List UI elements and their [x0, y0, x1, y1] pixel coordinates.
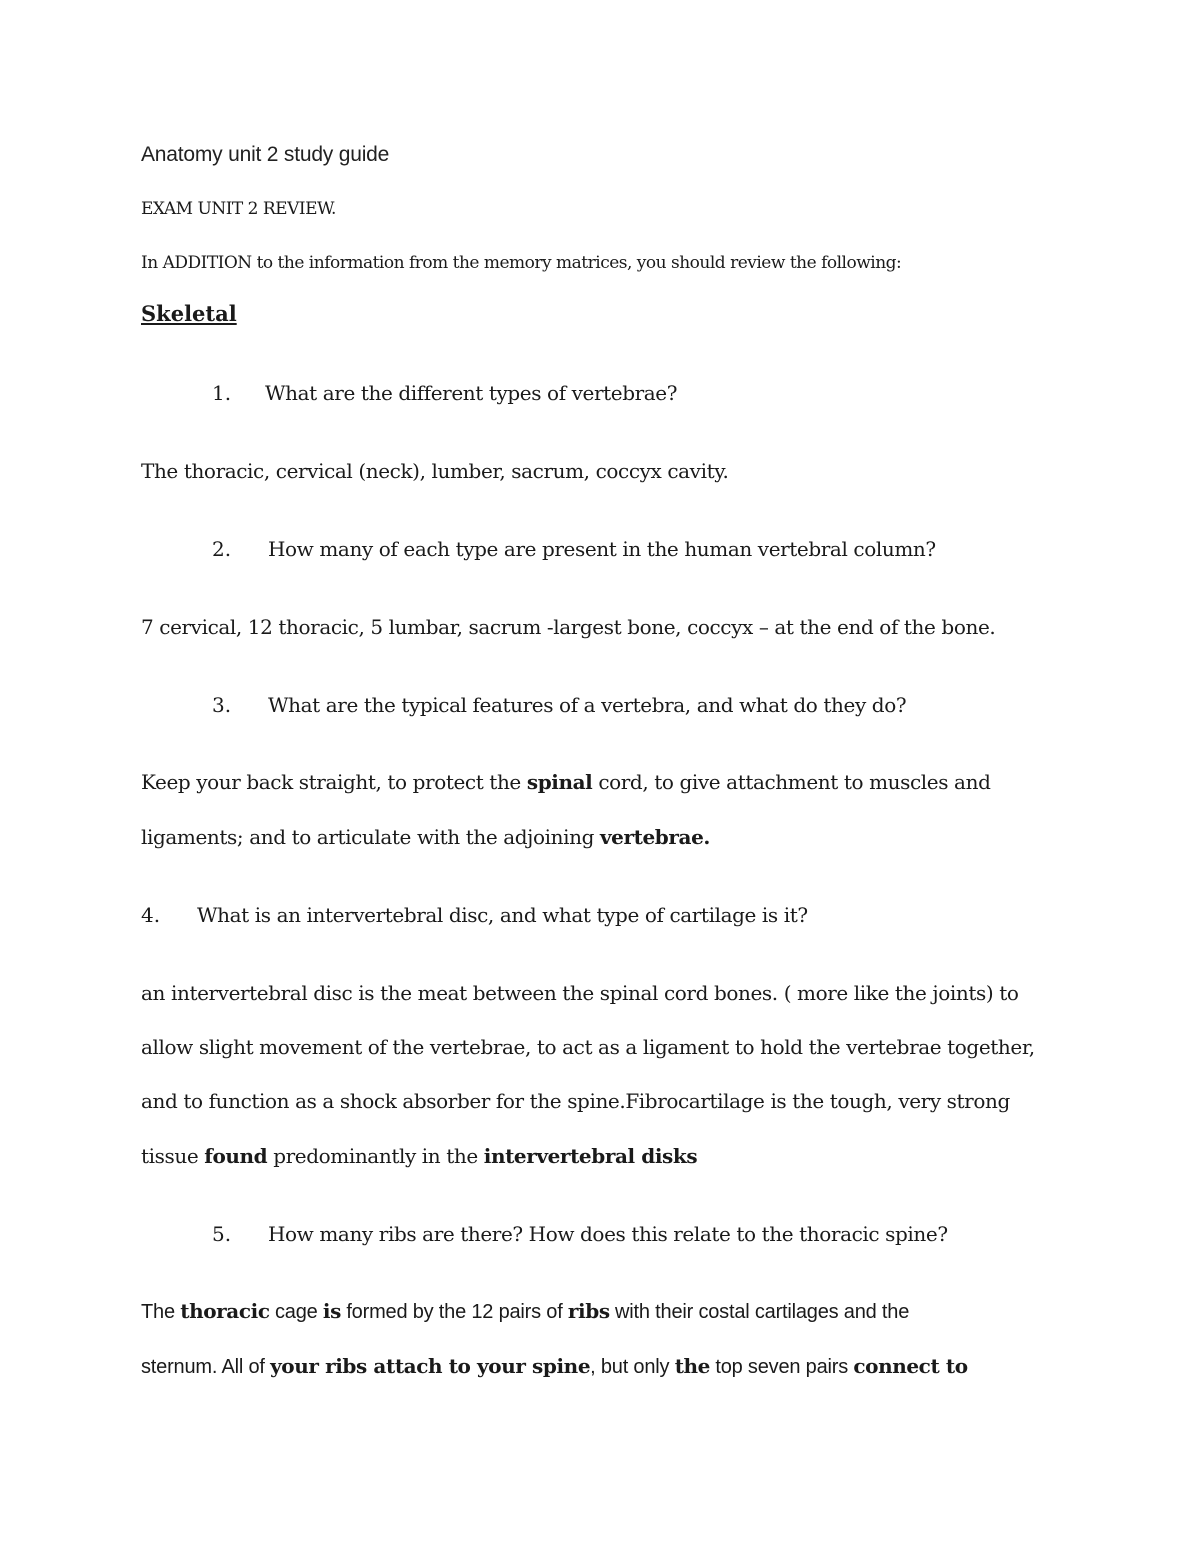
- answer-text: top seven pairs: [710, 1356, 854, 1378]
- question-text: What are the typical features of a vertebra, and what do they do?: [268, 693, 907, 717]
- question-number: 2.: [212, 537, 232, 561]
- bold-term: connect to: [853, 1354, 968, 1378]
- answer-text: ligaments; and to articulate with the adjoining: [141, 825, 600, 849]
- bold-term: the: [674, 1354, 710, 1378]
- document-title: Anatomy unit 2 study guide: [141, 143, 390, 166]
- question-text: How many ribs are there? How does this relate to the thoracic spine?: [268, 1222, 948, 1246]
- section-heading: Skeletal: [141, 301, 237, 326]
- bold-term: your ribs attach to your spine: [270, 1354, 591, 1378]
- bold-term: intervertebral disks: [483, 1144, 698, 1168]
- answer-text: formed by the 12 pairs of: [340, 1301, 568, 1323]
- answer-line: [141, 768, 990, 796]
- answer-paragraph: 7 cervical, 12 thoracic, 5 lumbar, sacrum -largest bone, coccyx – at the end of the bone.: [141, 615, 996, 639]
- answer-paragraph: The thoracic, cervical (neck), lumber, sacrum, coccyx cavity.: [141, 459, 729, 483]
- question-number: 4.: [141, 903, 161, 927]
- bold-term: thoracic: [180, 1299, 270, 1323]
- question-text: What are the different types of vertebrae?: [265, 381, 678, 405]
- question-number: 3.: [212, 693, 232, 717]
- bold-term: ribs: [567, 1299, 610, 1323]
- answer-text: tissue: [141, 1144, 205, 1168]
- answer-line: allow slight movement of the vertebrae, to act as a ligament to hold the vertebrae together,: [141, 1035, 1035, 1059]
- bold-term: is: [322, 1299, 341, 1323]
- answer-text: Keep your back straight, to protect the: [141, 770, 527, 794]
- answer-text: cage: [269, 1301, 323, 1323]
- question-text: How many of each type are present in the human vertebral column?: [268, 537, 936, 561]
- answer-line: [141, 1142, 697, 1170]
- question-number: 1.: [212, 381, 232, 405]
- exam-heading: EXAM UNIT 2 REVIEW.: [141, 199, 336, 219]
- answer-text: , but only: [590, 1356, 675, 1378]
- bold-term: spinal: [526, 770, 593, 794]
- answer-line: [141, 1352, 968, 1381]
- answer-line: an intervertebral disc is the meat between the spinal cord bones. ( more like the joints) to: [141, 981, 1019, 1005]
- answer-text: cord, to give attachment to muscles and: [592, 770, 991, 794]
- bold-term: found: [204, 1144, 268, 1168]
- question-text: What is an intervertebral disc, and what type of cartilage is it?: [197, 903, 808, 927]
- question-number: 5.: [212, 1222, 232, 1246]
- answer-text: sternum. All of: [141, 1356, 271, 1378]
- answer-line: [141, 823, 710, 851]
- answer-line: and to function as a shock absorber for the spine.Fibrocartilage is the tough, very strong: [141, 1089, 1010, 1113]
- answer-text: The: [141, 1301, 181, 1323]
- bold-term: vertebrae.: [599, 825, 710, 849]
- answer-line: [141, 1297, 909, 1326]
- answer-text: with their costal cartilages and the: [609, 1301, 910, 1323]
- answer-text: predominantly in the: [267, 1144, 484, 1168]
- intro-paragraph: In ADDITION to the information from the memory matrices, you should review the following:: [141, 253, 902, 273]
